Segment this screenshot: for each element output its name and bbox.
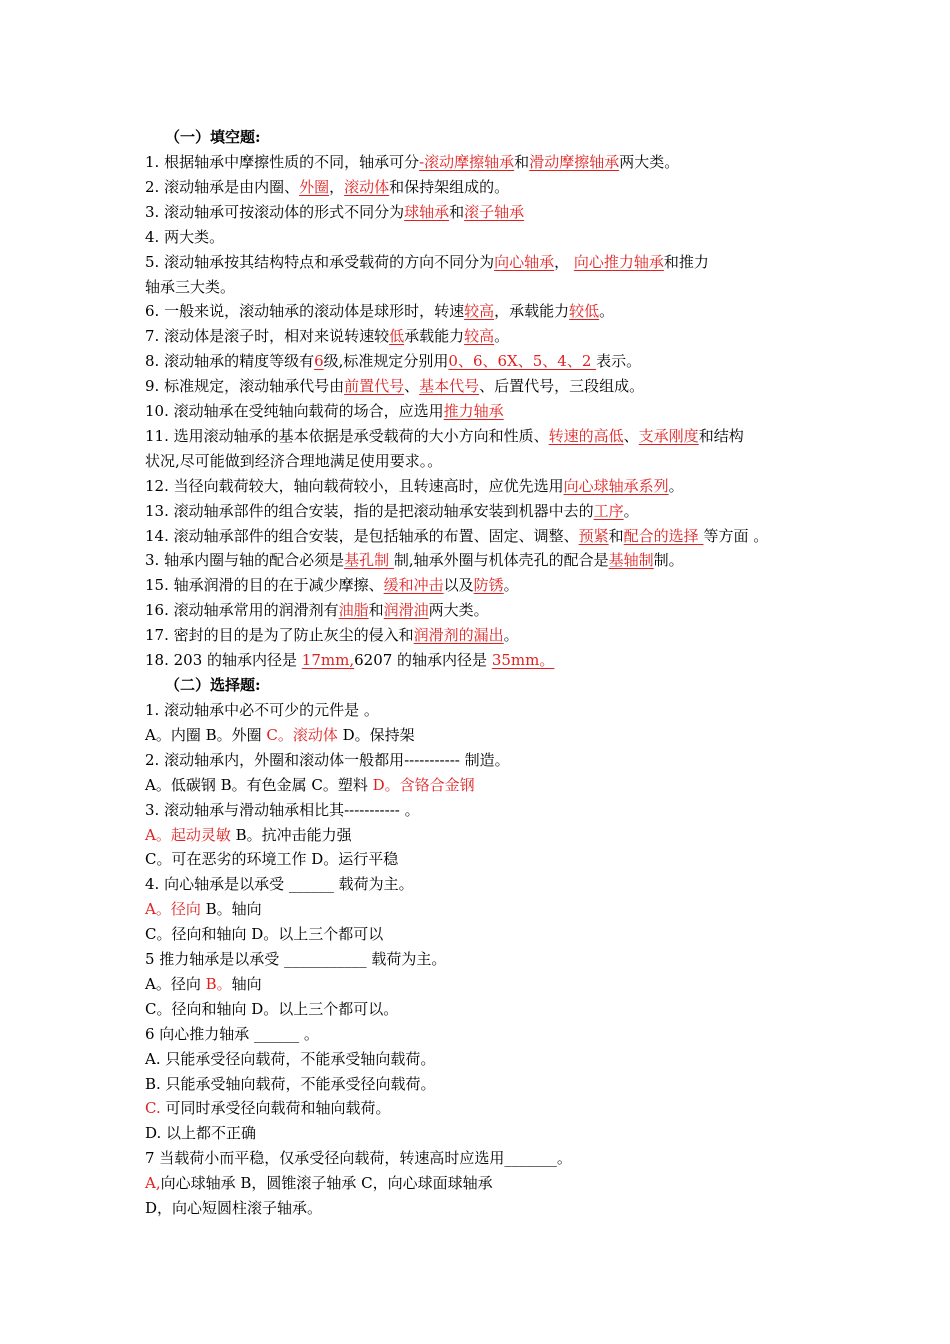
question-text: 和 [514,153,530,171]
section2-line [145,999,398,1019]
question-text: 1. 根据轴承中摩擦性质的不同，轴承可分 [145,153,420,171]
section1-line [145,625,519,645]
section2-line [145,1024,319,1044]
question-text: 和 [368,601,384,620]
question-text: 15. 轴承润滑的目的在于减少摩擦、 [145,576,384,595]
answer-text: 油脂 [338,601,369,620]
section1-line [145,401,504,421]
section1-line [145,600,489,620]
answer-text: 润滑油 [383,601,429,620]
answer-option: C。滚动体 [266,725,338,744]
question-text: ， [329,177,345,196]
question-text: 7 当载荷小而平稳，仅承受径向载荷，转速高时应选用_______。 [145,1149,572,1168]
answer-text: 滑动摩擦轴承 [529,153,620,171]
question-text: 。 [503,626,519,645]
question-text: A。内圈 B。外圈 [145,725,267,744]
question-text: 。 [494,327,510,346]
question-text: 17. 密封的目的是为了防止灰尘的侵入和 [145,626,414,645]
question-text: 8. 滚动轴承的精度等级有 [145,352,315,371]
question-text: C。径向和轴向 D。以上三个都可以。 [145,999,399,1018]
answer-text: 转速的高低 [548,426,624,445]
question-text: 3. 滚动轴承与滑动轴承相比其----------- 。 [145,800,420,819]
question-text: 轴向 [231,974,262,993]
answer-option: A, [145,1174,161,1193]
section2-line [145,775,475,795]
answer-text: 6 [314,352,324,371]
answer-text: 滚子轴承 [464,202,525,221]
answer-text: 基孔制 [344,551,394,570]
section1-line [145,227,224,247]
question-text: B。轴向 [200,900,262,919]
section2-line [145,1098,391,1118]
section1-line [145,177,509,197]
question-text: A。低碳钢 B。有色金属 C。塑料 [145,775,373,794]
section2-line [145,849,398,869]
answer-text: 基轴制 [608,551,654,570]
question-text: D. 以上都不正确 [145,1124,257,1143]
answer-text: 17mm, [301,651,355,669]
answer-text: 向心推力轴承 [573,252,664,271]
question-text: 。 [599,302,615,321]
section2-line [145,1173,493,1193]
question-text: 状况,尽可能做到经济合理地满足使用要求。。 [145,451,443,470]
question-text: 、 [404,377,420,396]
question-text: 。 [503,576,519,595]
question-text: 14. 滚动轴承部件的组合安装，是包括轴承的布置、固定、调整、 [145,526,579,545]
section1-line [145,376,644,396]
question-text: 6207 的轴承内径是 [354,651,492,669]
answer-option: D。含铬合金钢 [372,775,475,794]
question-text: 制,轴承外圈与机体壳孔的配合是 [393,551,609,570]
section1-line [145,277,235,297]
answer-text: 低 [389,327,405,346]
section2-line [145,924,383,944]
question-text: B. 只能承受轴向载荷，不能承受径向载荷。 [145,1074,436,1093]
question-text: 制。 [653,551,684,570]
question-text: 10. 滚动轴承在受纯轴向载荷的场合，应选用 [145,402,444,420]
section1-line [145,650,554,670]
question-text: 13. 滚动轴承部件的组合安装，指的是把滚动轴承安装到机器中去的 [145,501,594,520]
question-text: 和推力 [663,252,709,271]
section1-line [145,451,442,471]
section1-line [145,550,684,570]
answer-text: 球轴承 [404,202,450,221]
question-text: 和保持架组成的。 [389,177,510,196]
answer-text: 润滑剂的漏出 [413,626,504,645]
question-text: 轴承三大类。 [145,277,236,296]
section2-line [145,1148,572,1168]
answer-text: 前置代号 [344,377,405,396]
section2-line [145,725,415,745]
question-text: 12. 当径向载荷较大，轴向载荷较小，且转速高时，应优先选用 [145,476,564,495]
question-text: 3. 轴承内圈与轴的配合必须是 [145,551,345,570]
section2-line [145,800,420,820]
answer-text: 向心球轴承系列 [563,476,669,495]
answer-text: 滚动体 [344,177,390,196]
section2-line [145,1123,256,1143]
question-text: B。抗冲击能力强 [230,825,352,844]
question-text: 和 [608,526,624,545]
section1-title: （一）填空题: [165,128,261,146]
question-text: 5. 滚动轴承按其结构特点和承受载荷的方向不同分为 [145,252,495,271]
question-text: 2. 滚动轴承是由内圈、 [145,177,300,196]
section1-line [145,476,684,496]
question-text: A. 只能承受径向载荷，不能承受轴向载荷。 [145,1049,436,1068]
section2-line [145,825,352,845]
answer-option: A。起动灵敏 [145,825,231,844]
section1-line [145,202,524,222]
section1-line [145,426,744,446]
question-text: 4. 两大类。 [145,227,225,246]
section1-line [145,526,768,546]
answer-text: 基本代号 [419,377,480,396]
answer-text: 0、6、6X、5、4、2 [448,352,597,371]
answer-text: 配合的选择 [623,526,704,545]
question-text: 以及 [443,576,474,595]
section2-line [145,1198,322,1218]
section1-line [145,326,509,346]
question-text: 和 [449,202,465,221]
answer-text: 缓和冲击 [383,576,444,595]
section1-line [145,252,709,272]
question-text: 两大类。 [428,601,489,620]
answer-option: B。 [205,974,232,993]
question-text: D，向心短圆柱滚子轴承。 [145,1199,323,1217]
question-text: ，承载能力 [494,302,570,321]
section2-line [145,899,262,919]
question-text: 2. 滚动轴承内，外圈和滚动体一般都用----------- 制造。 [145,750,510,769]
answer-text: 推力轴承 [443,402,504,420]
question-text: 5 推力轴承是以承受 ___________ 载荷为主。 [145,950,447,968]
answer-text: 向心轴承 [494,252,555,271]
answer-option: C. [145,1099,161,1118]
question-text: 等方面 。 [703,526,769,545]
question-text: 级,标准规定分别用 [323,352,449,371]
answer-text: -滚动摩擦轴承 [419,153,515,171]
answer-text: 支承刚度 [638,426,699,445]
section1-line [145,501,639,521]
question-text: 。 [623,501,639,520]
question-text: 表示。 [596,352,642,371]
answer-text: 较高 [464,327,495,346]
section1-line [145,152,679,172]
question-text: 、后置代号，三段组成。 [479,377,645,396]
answer-text: 较低 [569,302,600,321]
question-text: 3. 滚动轴承可按滚动体的形式不同分为 [145,202,405,221]
section2-line [145,949,446,969]
question-text: 承载能力 [404,327,465,346]
section1-line [145,575,519,595]
answer-text: 较高 [464,302,495,321]
section2-line [145,1074,436,1094]
question-text: 。 [668,476,684,495]
question-text: ， [554,252,574,271]
question-text: 6 向心推力轴承 ______ 。 [145,1024,319,1043]
question-text: 11. 选用滚动轴承的基本依据是承受载荷的大小方向和性质、 [145,426,549,445]
section2-title: （二）选择题: [165,676,261,694]
answer-text: 工序 [593,501,624,520]
question-text: 可同时承受径向载荷和轴向载荷。 [160,1099,391,1118]
section1-line [145,301,614,321]
answer-text: 35mm。 [491,651,555,669]
question-text: 16. 滚动轴承常用的润滑剂有 [145,601,339,620]
section2-line [145,750,510,770]
answer-text: 预紧 [578,526,609,545]
question-text: C。径向和轴向 D。以上三个都可以 [145,925,384,944]
question-text: 和结构 [698,426,744,445]
question-text: C。可在恶劣的环境工作 D。运行平稳 [145,850,399,869]
question-text: 两大类。 [619,153,680,171]
section2-line [145,1049,435,1069]
question-text: 9. 标准规定，滚动轴承代号由 [145,377,345,396]
question-text: 4. 向心轴承是以承受 ______ 载荷为主。 [145,875,414,894]
question-text: 向心球轴承 B，圆锥滚子轴承 C，向心球面球轴承 [160,1174,493,1193]
question-text: 1. 滚动轴承中必不可少的元件是 。 [145,701,379,719]
question-text: D。保持架 [337,725,415,744]
answer-text: 外圈 [299,177,330,196]
answer-text: 防锈 [473,576,504,595]
answer-option: A。径向 [145,900,201,919]
question-text: 18. 203 的轴承内径是 [145,651,302,669]
question-text: 、 [623,426,639,445]
question-text: 6. 一般来说，滚动轴承的滚动体是球形时，转速 [145,302,465,321]
section2-line [145,874,414,894]
section1-line [145,351,641,371]
question-text: A。径向 [145,974,206,993]
section2-line [145,700,379,720]
section2-line [145,974,262,994]
question-text: 7. 滚动体是滚子时，相对来说转速较 [145,327,390,346]
